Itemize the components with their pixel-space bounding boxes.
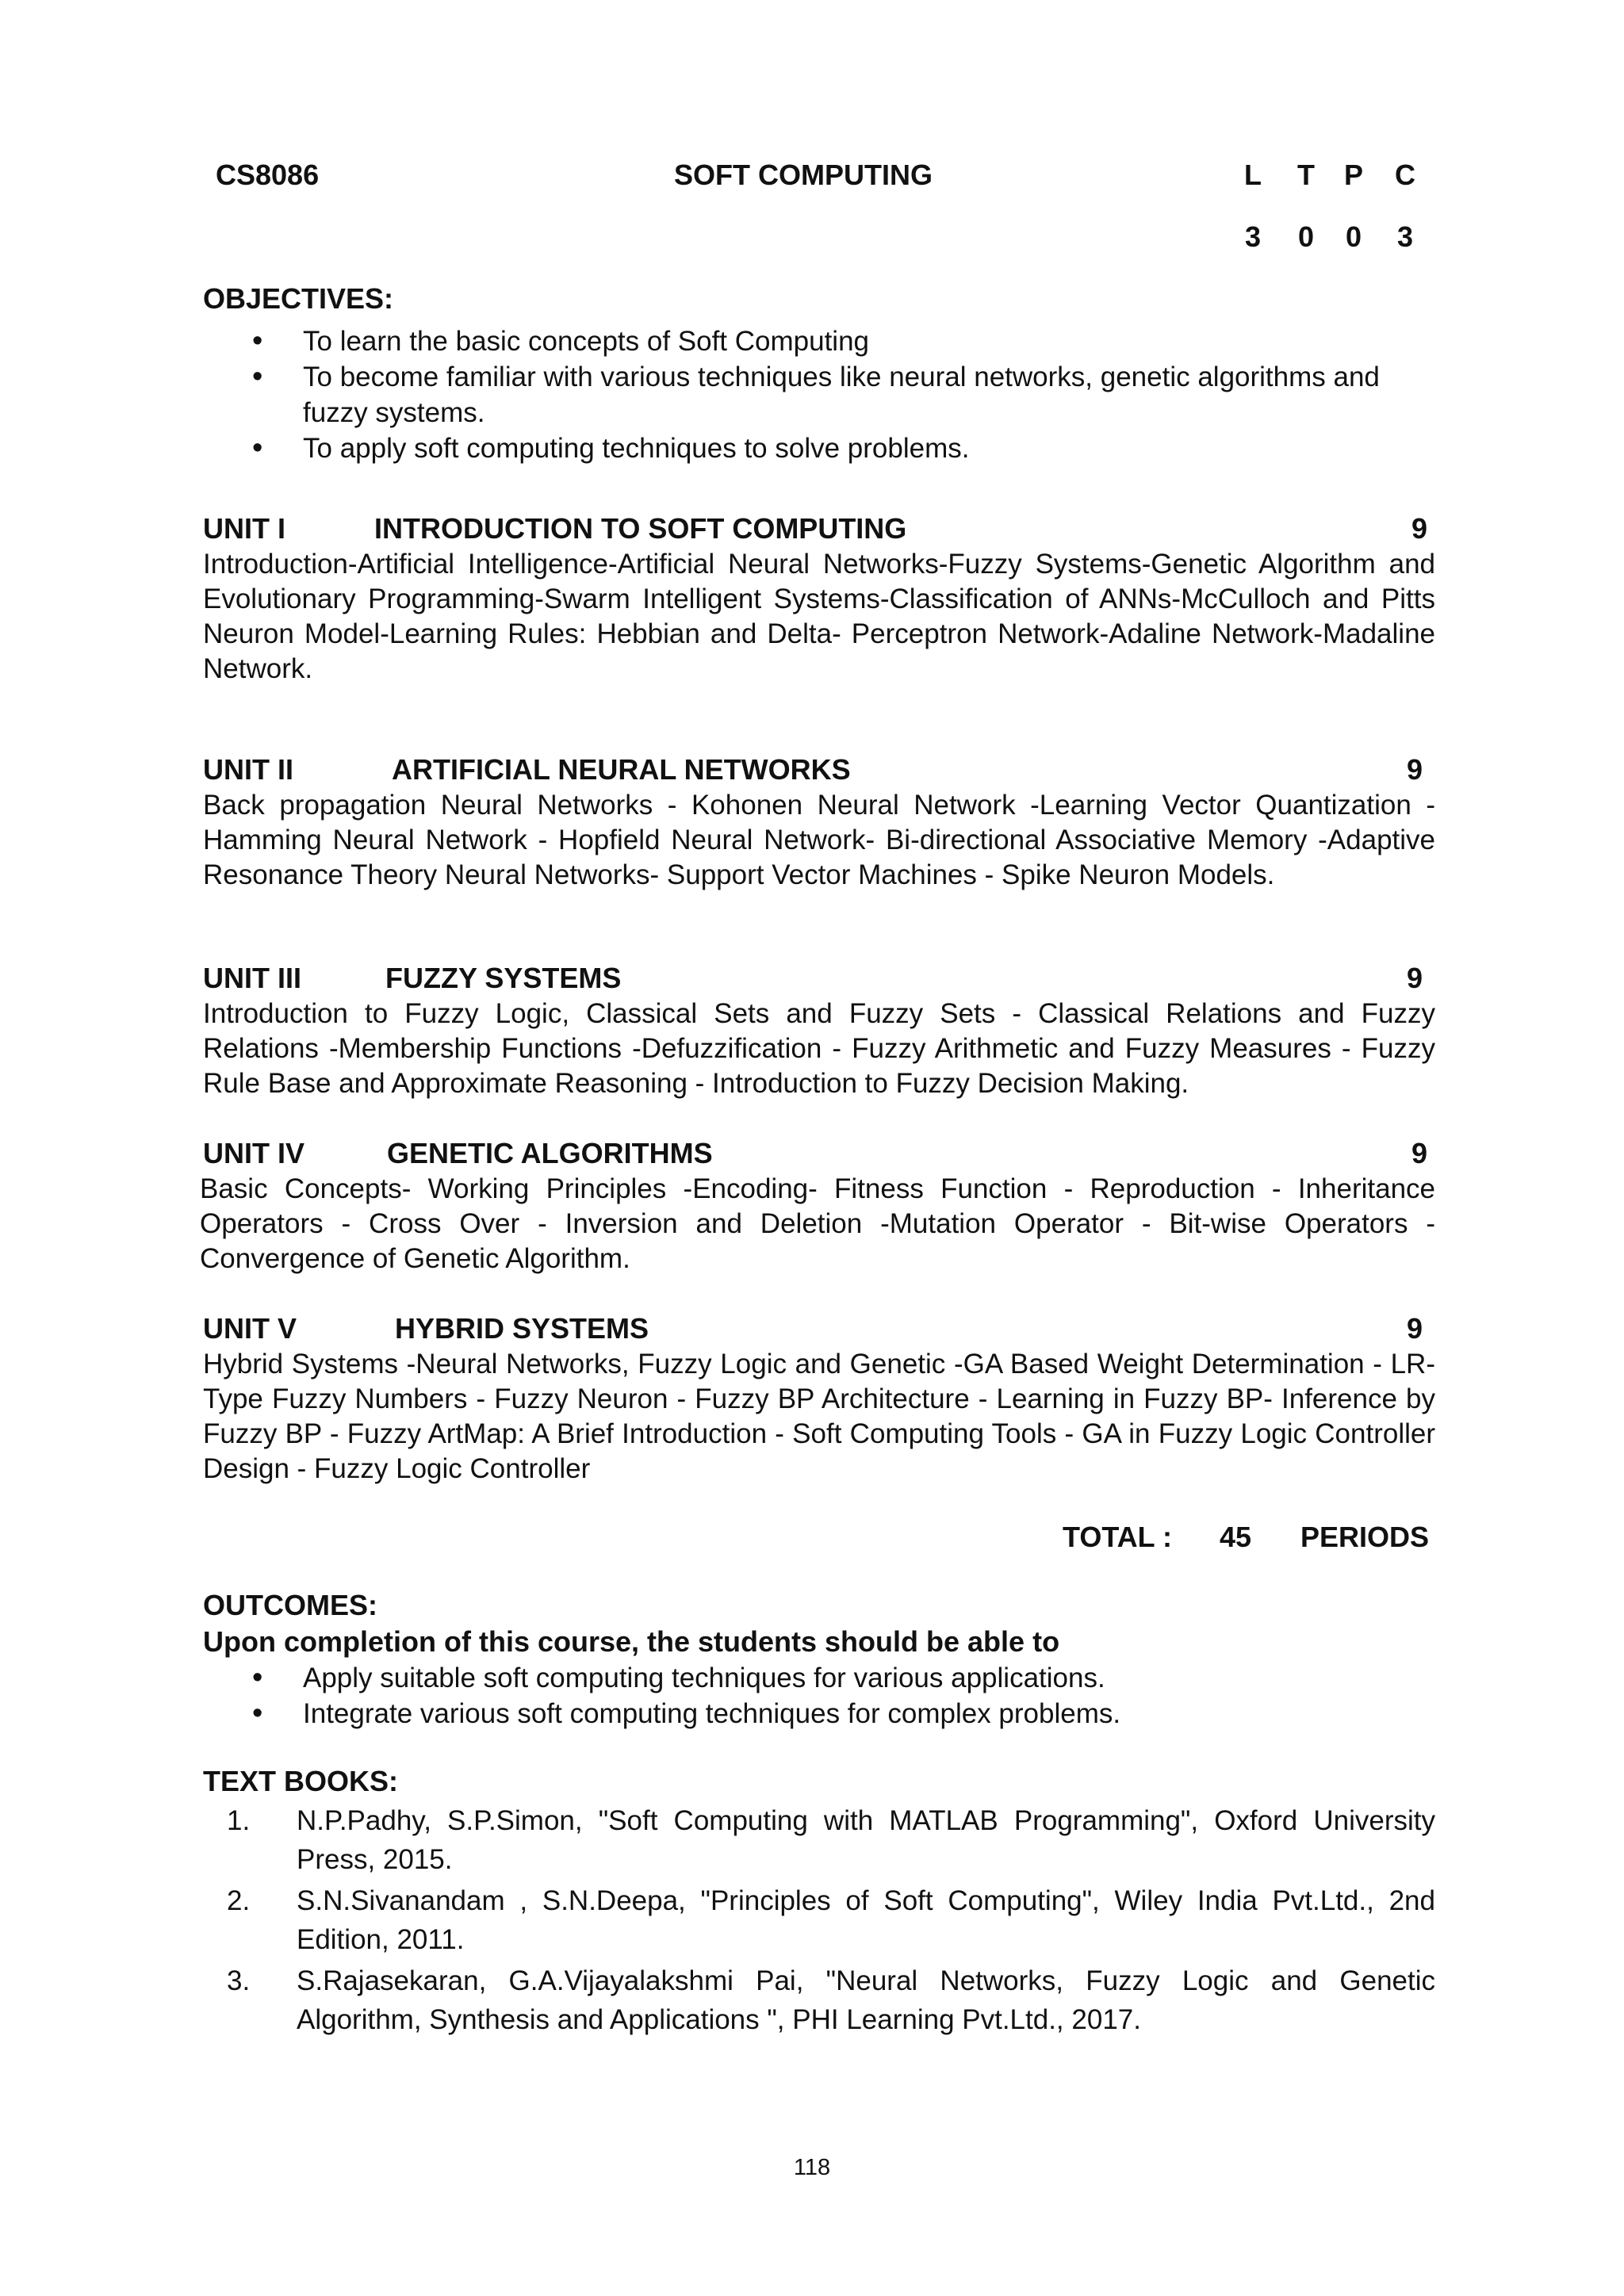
unit-3-title: FUZZY SYSTEMS xyxy=(385,962,622,994)
total-value: 45 xyxy=(1220,1521,1252,1553)
unit-3-header xyxy=(203,962,1432,998)
course-title: SOFT COMPUTING xyxy=(674,159,933,191)
text-book-item xyxy=(203,1881,1435,1959)
unit-1-header xyxy=(203,512,1432,549)
text-book-item xyxy=(203,1961,1435,2039)
text-book-number: 2. xyxy=(227,1885,251,1916)
unit-5-hours: 9 xyxy=(1406,1312,1423,1345)
unit-1-hours: 9 xyxy=(1411,512,1427,545)
unit-1-title: INTRODUCTION TO SOFT COMPUTING xyxy=(374,512,907,545)
ltpc-label-l: L xyxy=(1244,159,1262,191)
unit-2-header xyxy=(203,753,1432,790)
outcome-item: • Apply suitable soft computing techniques for various applications. xyxy=(203,1660,1440,1696)
text-book-item xyxy=(203,1801,1435,1879)
text-book-number: 3. xyxy=(227,1965,251,1996)
unit-3-body: Introduction to Fuzzy Logic, Classical Sets and Fuzzy Sets - Classical Relations and Fuzzy Relations -Membership Functions -Defuzzification - Fuzzy Arithmetic and Fuzzy Measures - Fuzzy Rule Base and Approximate Reasoning - Introduction to Fuzzy Decision Making. xyxy=(203,998,1435,1099)
total-unit: PERIODS xyxy=(1300,1521,1430,1553)
outcome-item: • Integrate various soft computing techniques for complex problems. xyxy=(203,1696,1440,1732)
unit-5-number: UNIT V xyxy=(203,1312,297,1345)
objective-item: • To become familiar with various techniques like neural networks, genetic algorithms and fuzzy systems. xyxy=(203,359,1440,430)
unit-5-title: HYBRID SYSTEMS xyxy=(395,1312,649,1345)
unit-4-number: UNIT IV xyxy=(203,1137,305,1169)
unit-4-body: Basic Concepts- Working Principles -Encoding- Fitness Function - Reproduction - Inheritance Operators - Cross Over - Inversion and Deletion -Mutation Operator - Bit-wise Operators -Convergence of Genetic Algorithm. xyxy=(200,1173,1435,1274)
outcomes-subheading: Upon completion of this course, the students should be able to xyxy=(203,1625,1060,1658)
total-label: TOTAL : xyxy=(1063,1521,1172,1553)
ltpc-label-p: P xyxy=(1343,159,1363,191)
objective-item: • To learn the basic concepts of Soft Computing xyxy=(203,323,1440,359)
course-code: CS8086 xyxy=(216,159,320,191)
outcomes-heading: OUTCOMES: xyxy=(203,1589,377,1621)
unit-5-header xyxy=(203,1312,1432,1349)
unit-3-hours: 9 xyxy=(1406,962,1423,994)
text-book-text: S.Rajasekaran, G.A.Vijayalakshmi Pai, "Neural Networks, Fuzzy Logic and Genetic Algorithm, Synthesis and Applications ", PHI Learning Pvt.Ltd., 2017. xyxy=(297,1965,1435,2035)
ltpc-label-t: T xyxy=(1297,159,1315,191)
text-books-list xyxy=(203,1801,1435,2042)
unit-4-header xyxy=(203,1137,1432,1173)
unit-2-title: ARTIFICIAL NEURAL NETWORKS xyxy=(392,753,851,786)
unit-2-hours: 9 xyxy=(1406,753,1423,786)
unit-2-body: Back propagation Neural Networks - Kohonen Neural Network -Learning Vector Quantization -Hamming Neural Network - Hopfield Neural Network- Bi-directional Associative Memory -Adaptive Resonance Theory Neural Networks- Support Vector Machines - Spike Neuron Models. xyxy=(203,790,1435,890)
unit-3-number: UNIT III xyxy=(203,962,301,994)
objectives-list xyxy=(203,323,1440,466)
ltpc-label-c: C xyxy=(1395,159,1415,191)
objectives-heading: OBJECTIVES: xyxy=(203,282,394,315)
ltpc-value-c: 3 xyxy=(1396,220,1414,253)
ltpc-value-l: 3 xyxy=(1244,220,1262,253)
ltpc-value-t: 0 xyxy=(1297,220,1315,253)
unit-1-number: UNIT I xyxy=(203,512,285,545)
unit-5-body: Hybrid Systems -Neural Networks, Fuzzy Logic and Genetic -GA Based Weight Determination - LR-Type Fuzzy Numbers - Fuzzy Neuron - Fuzzy BP Architecture - Learning in Fuzzy BP- Inference by Fuzzy BP - Fuzzy ArtMap: A Brief Introduction - Soft Computing Tools - GA in Fuzzy Logic Controller Design - Fuzzy Logic Controller xyxy=(203,1349,1435,1484)
text-books-heading: TEXT BOOKS: xyxy=(203,1765,399,1797)
text-book-number: 1. xyxy=(227,1805,251,1836)
text-book-text: N.P.Padhy, S.P.Simon, "Soft Computing with MATLAB Programming", Oxford University Press, 2015. xyxy=(297,1805,1435,1875)
text-book-text: S.N.Sivanandam , S.N.Deepa, "Principles of Soft Computing", Wiley India Pvt.Ltd., 2nd Edition, 2011. xyxy=(297,1885,1435,1955)
unit-2-number: UNIT II xyxy=(203,753,293,786)
objective-item: • To apply soft computing techniques to solve problems. xyxy=(203,430,1440,466)
ltpc-value-p: 0 xyxy=(1345,220,1362,253)
unit-4-hours: 9 xyxy=(1411,1137,1427,1169)
page-number: 118 xyxy=(793,2155,831,2180)
unit-4-title: GENETIC ALGORITHMS xyxy=(387,1137,713,1169)
outcomes-list xyxy=(203,1660,1440,1732)
unit-1-body: Introduction-Artificial Intelligence-Artificial Neural Networks-Fuzzy Systems-Genetic Algorithm and Evolutionary Programming-Swarm Intelligent Systems-Classification of ANNs-McCulloch and Pitts Neuron Model-Learning Rules: Hebbian and Delta- Perceptron Network-Adaline Network-Madaline Network. xyxy=(203,549,1435,684)
